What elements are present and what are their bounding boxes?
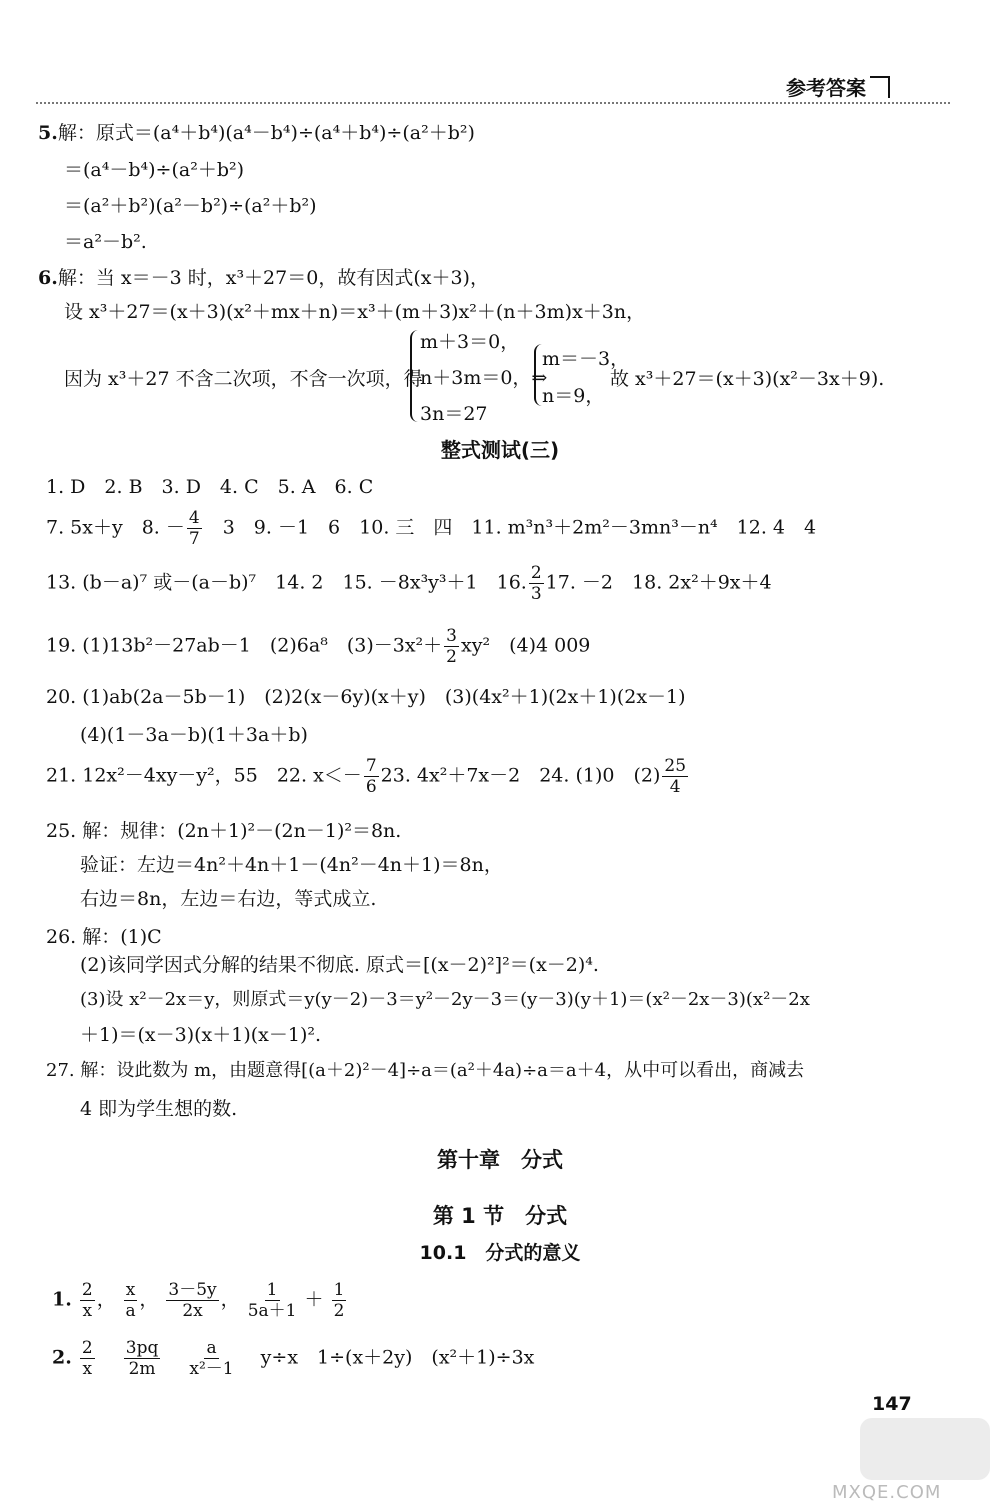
fraction: $\frac{4}{7}$ <box>188 508 200 549</box>
q27-line1: 27. 解：设此数为 m，由题意得[(a＋2)²－4]÷a＝(a²＋4a)÷a＝a＋4，从中可以看出，商减去 <box>46 1060 805 1081</box>
q6-line3a: 因为 x³＋27 不含二次项，不含一次项，得 <box>64 368 423 390</box>
fraction: $\frac{a}{\text{x²－1}}$ <box>189 1338 234 1379</box>
q6-line2: 设 x³＋27＝(x＋3)(x²＋mx＋n)＝x³＋(m＋3)x²＋(n＋3m)x＋3n， <box>64 301 646 323</box>
answer-row-3: 13. (b－a)⁷ 或－(a－b)⁷ 14. 2 15. －8x³y³＋1 16. $\frac{2}{3}$ 17. －2 18. 2x²＋9x＋4 <box>46 563 772 604</box>
system-eq2: n＋3m＝0，⇒ <box>420 367 548 389</box>
dotted-divider <box>36 102 950 104</box>
fraction: $\frac{2}{x}$ <box>81 1280 93 1321</box>
answer-row-7: 21. 12x²－4xy－y²，55 22. x＜－ $\frac{7}{6}$ 23. 4x²＋7x－2 24. (1)0 (2) $\frac{25}{4}$ <box>46 756 687 797</box>
solution-brace <box>534 344 542 406</box>
fraction: $\frac{1}{5a+1}$ <box>247 1280 297 1321</box>
answer-row-4: 19. (1)13b²－27ab－1 (2)6a⁸ (3)－3x²＋ $\frac{3}{2}$ xy² (4)4 009 <box>46 626 591 667</box>
answer-row-5: 20. (1)ab(2a－5b－1) (2)2(x－6y)(x＋y) (3)(4x²＋1)(2x＋1)(2x－1) <box>46 686 686 708</box>
fraction: $\frac{1}{2}$ <box>333 1280 345 1321</box>
answer-1: 1. $\frac{2}{x}$ ， $\frac{x}{a}$ ， $\frac{3-5y}{2x}$ ， $\frac{1}{5a+1}$ ＋ $\frac{1}{2}$ <box>52 1280 345 1321</box>
answer-2: 2. $\frac{2}{x}$ $\frac{3pq}{2m}$ $\frac{a}{\text{x²－1}}$ y÷x 1÷(x＋2y) (x²＋1)÷3x <box>52 1338 535 1379</box>
fraction: $\frac{2}{3}$ <box>530 563 542 604</box>
q5-line4: ＝a²－b². <box>64 231 147 253</box>
system-eq1: m＋3＝0， <box>420 331 520 353</box>
test3-title: 整式测试(三) <box>440 438 560 462</box>
q5-line3: ＝(a²＋b²)(a²－b²)÷(a²＋b²) <box>64 195 317 217</box>
page-number: 147 <box>872 1393 912 1415</box>
q25-line3: 右边＝8n，左边＝右边，等式成立. <box>80 888 377 910</box>
fraction: $\frac{7}{6}$ <box>365 756 377 797</box>
subsection-title: 10.1 分式的意义 <box>419 1242 581 1264</box>
fraction: $\frac{3}{2}$ <box>446 626 457 667</box>
fraction: $\frac{3pq}{2m}$ <box>125 1338 159 1379</box>
fraction: $\frac{3-5y}{2x}$ <box>168 1280 217 1321</box>
q26-line1: 26. 解：(1)C <box>46 926 162 948</box>
answer-row-2: 7. 5x＋y 8. － $\frac{4}{7}$ 3 9. －1 6 10. 三 四 11. m³n³＋2m²－3mn³－n⁴ 12. 4 4 <box>46 508 817 549</box>
watermark-text: MXQE.COM <box>832 1482 942 1503</box>
chapter-title: 第十章 分式 <box>437 1148 563 1172</box>
q5-line1: 5.解：原式＝(a⁴＋b⁴)(a⁴－b⁴)÷(a⁴＋b⁴)÷(a²＋b²) <box>38 122 475 144</box>
fraction: $\frac{2}{x}$ <box>81 1338 93 1379</box>
fraction: $\frac{x}{a}$ <box>125 1280 136 1321</box>
q5-line2: ＝(a⁴－b⁴)÷(a²＋b²) <box>64 159 245 181</box>
header-title: 参考答案 <box>786 72 890 101</box>
q25-line2: 验证：左边＝4n²＋4n＋1－(4n²－4n＋1)＝8n， <box>80 854 503 876</box>
system-brace <box>410 330 418 422</box>
q26-line2: (2)该同学因式分解的结果不彻底. 原式＝[(x－2)²]²＝(x－2)⁴. <box>80 954 599 976</box>
fraction: $\frac{25}{4}$ <box>664 756 687 797</box>
q26-line4: ＋1)＝(x－3)(x＋1)(x－1)². <box>80 1024 322 1046</box>
q25-line1: 25. 解：规律：(2n＋1)²－(2n－1)²＝8n. <box>46 820 402 842</box>
q6-line1: 6.解：当 x＝－3 时，x³＋27＝0，故有因式(x＋3)， <box>38 267 489 289</box>
q6-line3b: 故 x³＋27＝(x＋3)(x²－3x＋9). <box>610 368 885 390</box>
section-title: 第 1 节 分式 <box>432 1204 568 1228</box>
answer-row-6: (4)(1－3a－b)(1＋3a＋b) <box>80 724 308 746</box>
q26-line3: (3)设 x²－2x＝y，则原式＝y(y－2)－3＝y²－2y－3＝(y－3)(y＋1)＝(x²－2x－3)(x²－2x <box>80 989 810 1010</box>
q27-line2: 4 即为学生想的数. <box>80 1098 238 1120</box>
solution-m: m＝－3， <box>542 348 630 370</box>
system-eq3: 3n＝27 <box>420 403 488 425</box>
solution-n: n＝9， <box>542 385 605 407</box>
answer-row-1: 1. D 2. B 3. D 4. C 5. A 6. C <box>46 476 374 498</box>
corner-arrow-icon <box>870 76 890 98</box>
watermark-logo <box>860 1418 990 1480</box>
